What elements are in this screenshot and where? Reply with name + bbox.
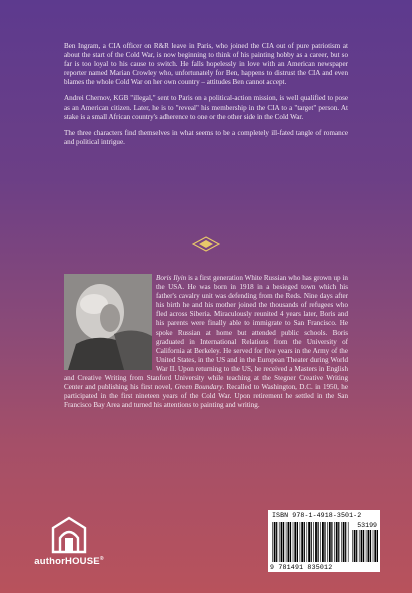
synopsis-paragraph-3: The three characters find themselves in what seems to be a completely ill-fated tangle of romance and political intrigue. bbox=[64, 128, 348, 146]
ean-digits: 9 781491 835012 bbox=[270, 564, 333, 571]
supplemental-barcode-bars bbox=[352, 530, 378, 562]
isbn-barcode bbox=[268, 510, 380, 572]
synopsis-blurb bbox=[64, 42, 348, 154]
author-name: Boris Ilyin bbox=[156, 274, 187, 282]
book-title-green-boundary: Green Boundary bbox=[174, 383, 223, 392]
bio-text-part-1: is a first generation White Russian who has grown up in the USA. He was born in 1918 in a besieged town which his father's cavalry unit was defending from the Reds. Nine days after his birth he and his mother joined the thousands of refugees who fled across Siberia. Miraculously reunited 4 years later, Boris and his parents were finally able to immigrate to San Francisco. He spoke Russian at home but attended public schools. Boris graduated in International Relations from the University of California at Berkeley. He served for five years in the Army of the United States, in the US and in the European Theater during World War II. Upon returning to the US, he received a Masters in English and Creative Writing from Stanford University while teaching at the Stegner Creative Writing Center and publishing his first novel, bbox=[64, 274, 348, 392]
author-bio bbox=[64, 274, 348, 410]
ean-barcode-bars bbox=[272, 522, 350, 562]
price-code: 53199 bbox=[357, 522, 377, 529]
publisher-name: authorHOUSE® bbox=[34, 556, 104, 568]
publisher-logo bbox=[24, 516, 114, 567]
synopsis-paragraph-1: Ben Ingram, a CIA officer on R&R leave in Paris, who joined the CIA out of pure patriotism at about the start of the Cold War, is now beginning to think of his painting hobby as a career, but so far is too loyal to his cause to switch. He falls hopelessly in love with an American newspaper reporter named Marian Crowley who, unfortunately for Ben, happens to distrust the CIA and even blames the whole Cold War on her own country – attitudes Ben cannot accept. bbox=[64, 42, 348, 87]
isbn-label: ISBN 978-1-4918-3501-2 bbox=[272, 512, 362, 519]
synopsis-paragraph-2: Andrei Chernov, KGB "illegal," sent to Paris on a political-action mission, is well qualified to pose as an American citizen. Later, he is to "reveal" his membership in the CIA to a "target" person. At stake is a small African country's adherence to one or the other side in the Cold War. bbox=[64, 94, 348, 121]
building-arch-icon bbox=[50, 516, 88, 554]
bio-text-part-2: . Recalled to Washington, D.C. in 1950, he participated in the first nineteen years of the Cold War. Upon retirement he settled in the San Francisco Bay Area and turned his attentions to painting and writing. bbox=[64, 383, 348, 410]
diamond-ornament-icon bbox=[192, 236, 220, 252]
